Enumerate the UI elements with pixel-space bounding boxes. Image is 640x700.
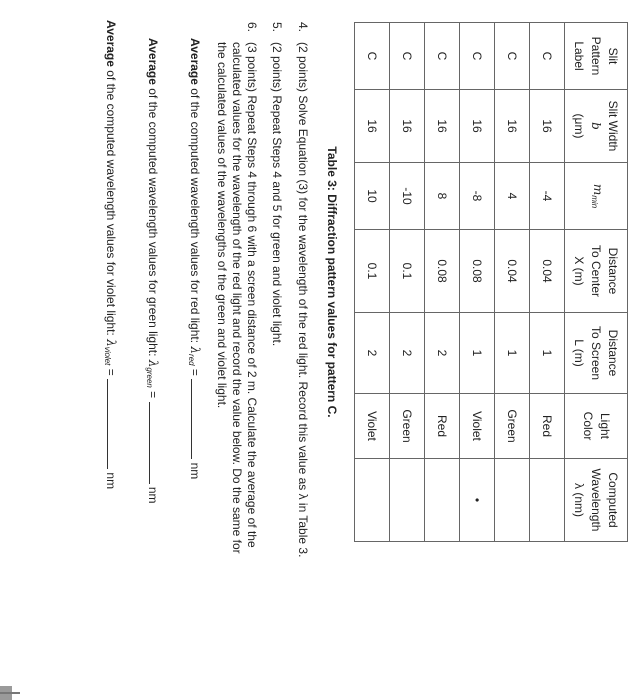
equals-sign: = [104, 365, 118, 380]
cell-color: Red [425, 394, 460, 459]
violet-average-answer-field[interactable] [107, 379, 120, 469]
cell-l: 1 [495, 313, 530, 394]
header-text: λ (nm) [572, 483, 587, 517]
header-text: (μm) [572, 113, 587, 139]
cell-x: 0.08 [460, 230, 495, 313]
header-m-min [565, 163, 628, 230]
header-text: To Center [589, 244, 604, 298]
average-text: of the computed wavelength values for green light: [146, 84, 160, 360]
header-text: m [591, 183, 605, 196]
cell-label: C [390, 23, 425, 90]
step-number: 4. [296, 22, 310, 33]
cell-wavelength-input[interactable] [355, 459, 390, 542]
step-number: 5. [270, 22, 284, 33]
table-row [425, 23, 460, 542]
cell-color: Violet [355, 394, 390, 459]
table-header-row [565, 23, 628, 542]
step-text: (2 points) Solve Equation (3) for the wavelength of the red light. Record this value as λ in Table 3. [296, 42, 310, 558]
header-text: b [589, 122, 604, 130]
header-distance-to-screen [565, 313, 628, 394]
header-text: Label [572, 41, 587, 71]
cell-color: Red [530, 394, 565, 459]
average-text: of the computed wavelength values for violet light: [104, 66, 118, 340]
cell-l: 2 [390, 313, 425, 394]
header-text: To Screen [589, 325, 604, 381]
header-text: Color [581, 411, 595, 441]
step-number: 6. [245, 22, 259, 33]
step-text: (2 points) Repeat Steps 4 and 5 for green and violet light. [270, 42, 284, 347]
header-subscript: min [590, 195, 599, 209]
cell-label: C [495, 23, 530, 90]
corner-marker-line [0, 692, 20, 694]
average-text: of the computed wavelength values for red light: [188, 84, 202, 347]
cell-x: 0.04 [495, 230, 530, 313]
header-text: Slit Width [606, 100, 621, 152]
table-row [355, 23, 390, 542]
cell-color: Violet [460, 394, 495, 459]
cell-l: 1 [530, 313, 565, 394]
equals-sign: = [146, 387, 160, 402]
lambda-symbol: λ [146, 359, 160, 368]
cell-x: 0.04 [530, 230, 565, 313]
lambda-subscript: green [145, 367, 154, 388]
header-slit-width [565, 90, 628, 163]
header-light-color [565, 394, 628, 459]
header-text: Light [598, 412, 612, 440]
cell-label: C [460, 23, 495, 90]
unit-label: nm [146, 486, 160, 504]
average-label: Average [146, 38, 160, 85]
unit-label: nm [104, 472, 118, 490]
table-caption: Table 3: Diffraction pattern values for pattern C. [325, 146, 339, 418]
table-row [530, 23, 565, 542]
equals-sign: = [188, 365, 202, 380]
cell-l: 2 [355, 313, 390, 394]
cell-x: 0.08 [425, 230, 460, 313]
header-text: Computed [606, 472, 621, 528]
cell-x: 0.1 [355, 230, 390, 313]
cell-wavelength-input[interactable]: • [460, 459, 495, 542]
cell-label: C [425, 23, 460, 90]
green-average-answer-field[interactable] [149, 402, 162, 484]
cell-width: 16 [530, 90, 565, 163]
header-text: Distance [606, 329, 621, 377]
average-green-line [145, 38, 162, 504]
cell-mmin: -10 [390, 163, 425, 230]
header-text: Wavelength [589, 468, 604, 532]
lambda-subscript: violet [103, 346, 112, 366]
table-row [460, 23, 495, 542]
lambda-symbol: λ [104, 339, 118, 347]
table-row [390, 23, 425, 542]
header-text: Distance [606, 247, 621, 295]
lambda-symbol: λ [188, 346, 202, 355]
cell-mmin: 8 [425, 163, 460, 230]
average-red-line [187, 38, 204, 479]
unit-label: nm [188, 462, 202, 480]
header-text: Slit [606, 47, 621, 65]
header-computed-wavelength [565, 459, 628, 542]
cell-width: 16 [425, 90, 460, 163]
cell-l: 2 [425, 313, 460, 394]
average-label: Average [188, 38, 202, 85]
cell-color: Green [390, 394, 425, 459]
cell-width: 16 [495, 90, 530, 163]
cell-width: 16 [390, 90, 425, 163]
average-label: Average [104, 20, 118, 67]
cell-mmin: -4 [530, 163, 565, 230]
cell-width: 16 [460, 90, 495, 163]
cell-color: Green [495, 394, 530, 459]
header-text: L (m) [572, 339, 587, 367]
step-text: (3 points) Repeat Steps 4 through 6 with a screen distance of 2 m. Calculate the average of the calculated values for the wavelength of the red light and record the value below. Do the same for the calculated values of the wavelengths of the green and violet light. [215, 42, 259, 554]
diffraction-table [354, 22, 628, 542]
cell-label: C [355, 23, 390, 90]
cell-width: 16 [355, 90, 390, 163]
cell-l: 1 [460, 313, 495, 394]
lambda-subscript: red [187, 354, 196, 366]
cell-wavelength-input[interactable] [425, 459, 460, 542]
red-average-answer-field[interactable] [191, 379, 204, 459]
cell-mmin: -8 [460, 163, 495, 230]
cell-mmin: 10 [355, 163, 390, 230]
header-slit-pattern-label [565, 23, 628, 90]
cell-wavelength-input[interactable] [390, 459, 425, 542]
cell-mmin: 4 [495, 163, 530, 230]
cell-x: 0.1 [390, 230, 425, 313]
header-distance-to-center [565, 230, 628, 313]
header-text: Pattern [589, 36, 604, 76]
cell-label: C [530, 23, 565, 90]
average-violet-line [103, 20, 120, 489]
header-text: X (m) [572, 256, 587, 286]
cell-wavelength-input[interactable] [495, 459, 530, 542]
table-row [495, 23, 530, 542]
cell-wavelength-input[interactable] [530, 459, 565, 542]
